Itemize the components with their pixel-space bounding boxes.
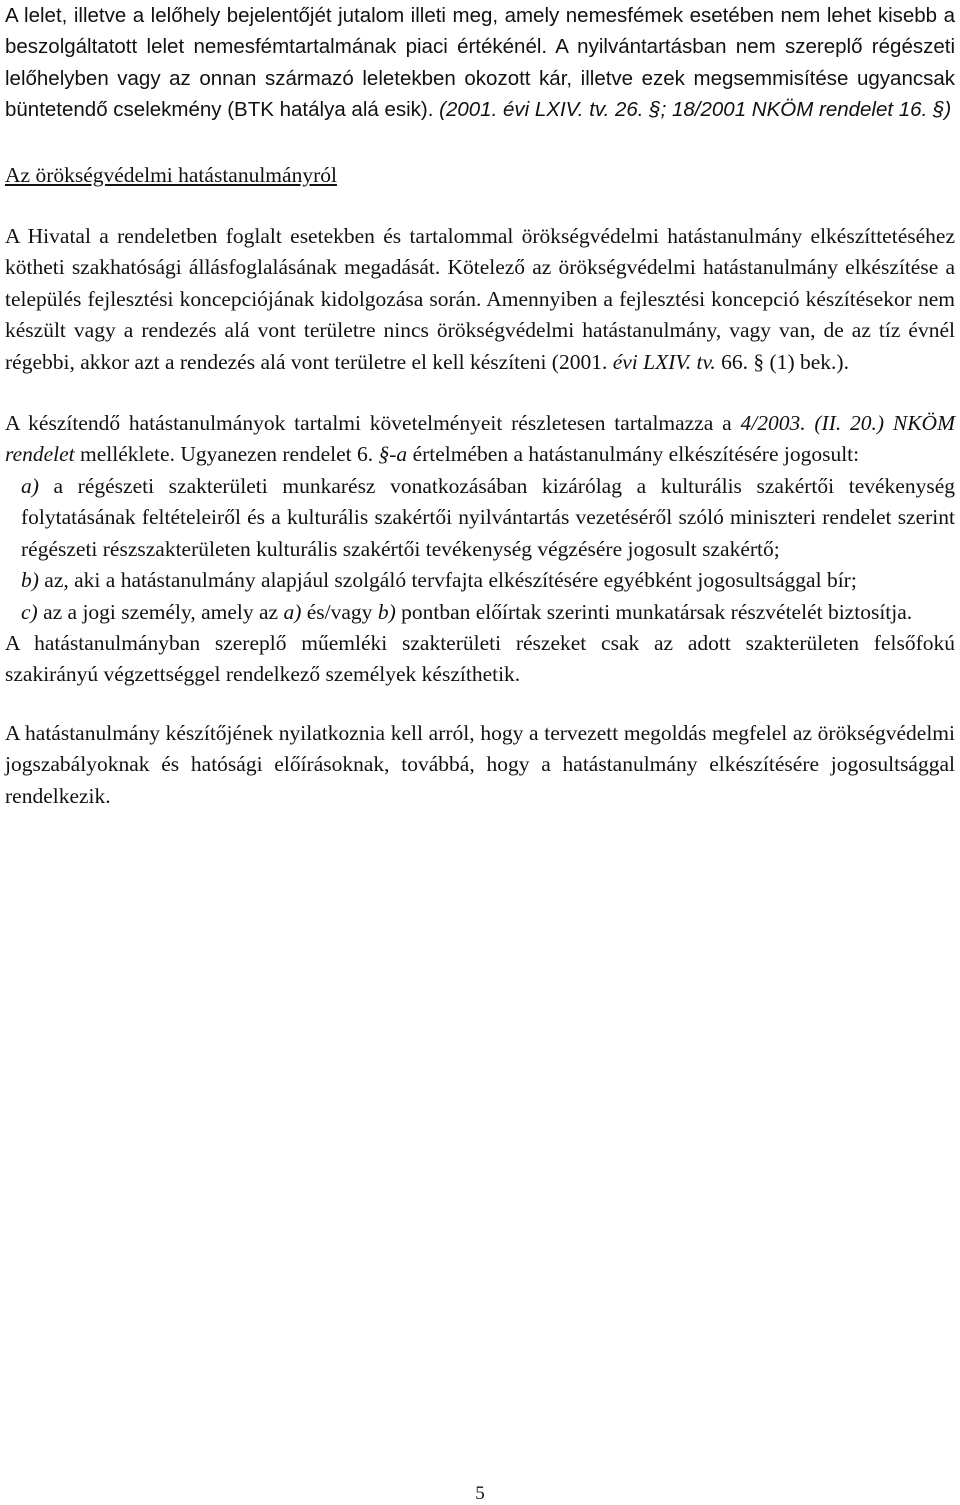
document-page (5, 0, 955, 812)
page-number: 5 (475, 1483, 485, 1504)
paragraph-requirements (5, 408, 955, 471)
list-item-a (5, 471, 955, 565)
list-item-b (5, 565, 955, 596)
paragraph-declaration: A hatástanulmány készítőjének nyilatkoznia kell arról, hogy a tervezett megoldás megfelel az örökségvédelmi jogszabályoknak és hatósági előírásoknak, továbbá, hogy a hatástanulmány elkészítésére jogosultsággal rendelkezik. (5, 720, 955, 808)
legal-reference-end: 66. § (1) bek.). (715, 349, 849, 374)
paragraph-requirements-end: értelmében a hatástanulmány elkészítésére jogosult: (407, 442, 860, 467)
section-heading: Az örökségvédelmi hatástanulmányról (5, 162, 337, 187)
list-item-c (5, 597, 955, 628)
list-item-text: a régészeti szakterületi munkarész vonatkozásában kizárólag a kulturális szakértői tevékenység folytatásának feltételeiről és a kulturális szakértői nyilvántartás vezetéséről szóló miniszteri rendelet szerint régészeti részszakterületen kulturális szakértői tevékenység végzésére jogosult szakértő; (21, 473, 955, 561)
list-item-reference: a) (283, 599, 302, 624)
list-item-text: az a jogi személy, amely az (37, 599, 284, 624)
legal-reference: (2001. évi LXIV. tv. 26. §; 18/2001 NKÖM rendelet 16. §) (439, 98, 952, 122)
legal-reference: 4/2003. (II. 20.) NKÖM rendelet (5, 411, 955, 467)
list-item-text: és/vagy (301, 599, 378, 624)
list-item-text: pontban előírtak szerinti munkatársak részvételét biztosítja. (395, 599, 913, 624)
list-item-reference: b) (377, 599, 396, 624)
paragraph-monument-parts: A hatástanulmányban szereplő műemléki szakterületi részeket csak az adott szakterületen felsőfokú szakirányú végzettséggel rendelkező személyek készíthetik. (5, 630, 955, 687)
paragraph-requirements-start: A készítendő hatástanulmányok tartalmi követelményeit részletesen tartalmazza a (5, 411, 741, 436)
legal-reference: §-a (378, 442, 408, 467)
paragraph-impact-study-text: A Hivatal a rendeletben foglalt esetekben és tartalommal örökségvédelmi hatástanulmány elkészíttetéséhez kötheti szakhatósági állásfoglalásának megadását. Kötelező az örökségvédelmi hatástanulmány elkészítése a település fejlesztési koncepciójának kidolgozása során. Amennyiben a fejlesztési koncepció készítésekor nem készült vagy a rendezés alá vont területre nincs örökségvédelmi hatástanulmány, vagy van, de az tíz évnél régebbi, akkor azt a rendezés alá vont területre el kell készíteni (2001. (5, 224, 955, 374)
list-item-text: az, aki a hatástanulmány alapjául szolgáló tervfajta elkészítésére egyébként jogosultsággal bír; (38, 568, 857, 593)
paragraph-impact-study (5, 221, 955, 378)
list-item-label: a) (21, 473, 39, 498)
paragraph-reward-text: A lelet, illetve a lelőhely bejelentőjét jutalom illeti meg, amely nemesfémek esetében nem lehet kisebb a beszolgáltatott lelet nemesfémtartalmának piaci értékénél. A nyilvántartásban nem szereplő régészeti lelőhelyben vagy az onnan származó leletekben okozott kár, illetve ezek megsemmisítése ugyancsak büntetendő cselekmény (BTK hatálya alá esik). (5, 4, 955, 122)
paragraph-reward (5, 0, 955, 126)
paragraph-requirements-mid: melléklete. Ugyanezen rendelet 6. (74, 442, 379, 467)
legal-reference: évi LXIV. tv. (612, 349, 716, 374)
list-item-label: c) (21, 599, 38, 624)
list-item-label: b) (21, 568, 39, 593)
